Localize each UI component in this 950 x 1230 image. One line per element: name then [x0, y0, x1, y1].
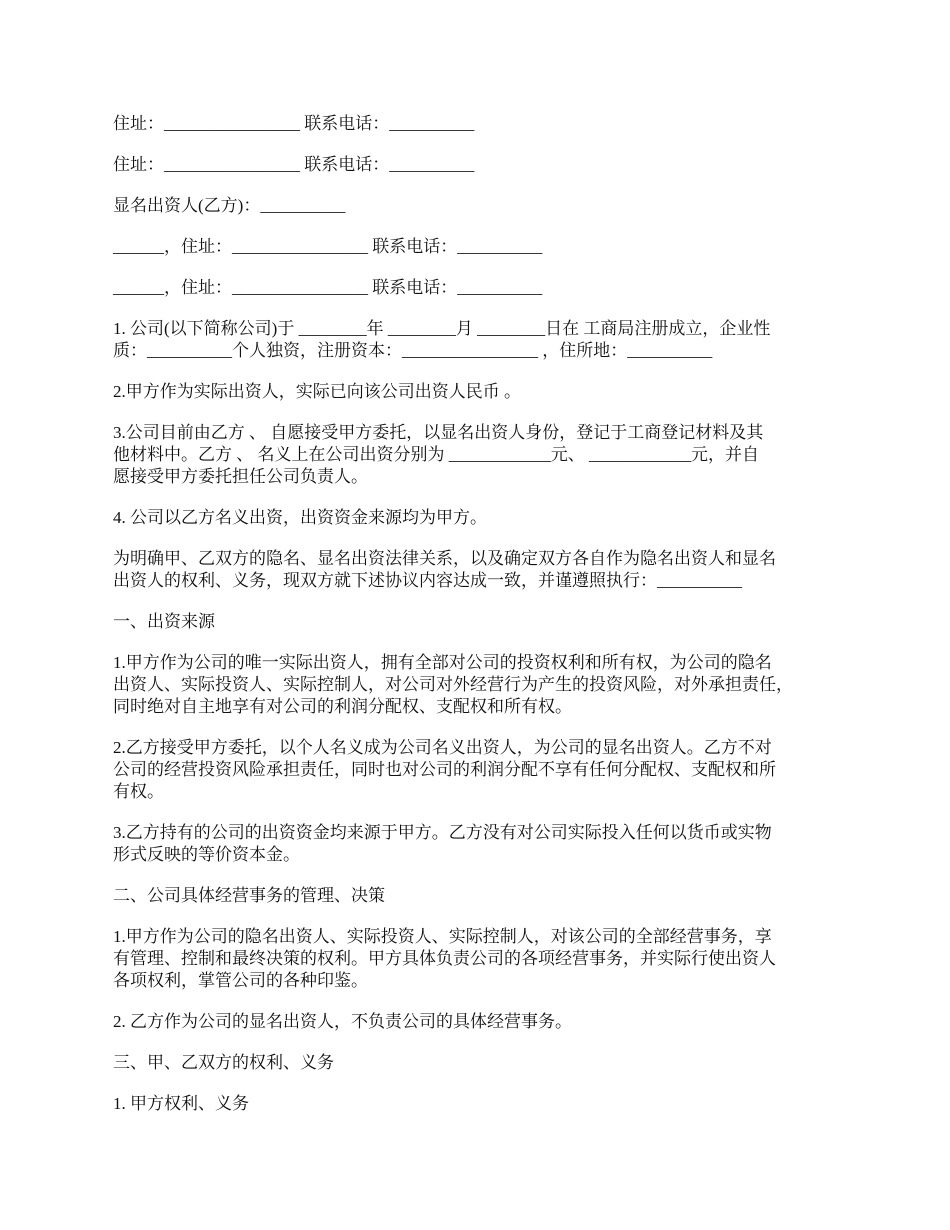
paragraph: [113, 1011, 853, 1033]
paragraph: [113, 318, 853, 362]
text-line: 1. 公司(以下简称公司)于 ________年 ________月 ________日在 工商局注册成立，企业性: [113, 319, 771, 338]
text-line: 愿接受甲方委托担任公司负责人。: [113, 467, 368, 486]
text-line: 2.乙方接受甲方委托，以个人名义成为公司名义出资人，为公司的显名出资人。乙方不对: [113, 738, 772, 757]
text-line: 2.甲方作为实际出资人，实际已向该公司出资人民币 。: [113, 382, 521, 401]
text-line: 他材料中。乙方 、 名义上在公司出资分别为 ____________元、 ____________元，并自: [113, 445, 759, 464]
text-line: ______，住址：________________ 联系电话：__________: [113, 278, 543, 297]
paragraph: [113, 507, 853, 529]
text-line: 三、甲、乙双方的权利、义务: [113, 1053, 334, 1072]
paragraph: [113, 195, 853, 217]
text-line: 2. 乙方作为公司的显名出资人，不负责公司的具体经营事务。: [113, 1012, 572, 1031]
paragraph: [113, 1052, 853, 1074]
text-line: 住址：________________ 联系电话：__________: [113, 155, 475, 174]
text-line: 1.甲方作为公司的唯一实际出资人，拥有全部对公司的投资权利和所有权，为公司的隐名: [113, 653, 772, 672]
text-line: 同时绝对自主地享有对公司的利润分配权、支配权和所有权。: [113, 697, 572, 716]
text-line: 4. 公司以乙方名义出资，出资资金来源均为甲方。: [113, 508, 487, 527]
text-line: 形式反映的等价资本金。: [113, 845, 300, 864]
paragraph: [113, 236, 853, 258]
paragraph: [113, 611, 853, 633]
text-line: 二、公司具体经营事务的管理、决策: [113, 886, 385, 905]
paragraph: [113, 926, 853, 992]
text-line: 有管理、控制和最终决策的权利。甲方具体负责公司的各项经营事务，并实际行使出资人: [113, 949, 776, 968]
text-line: 公司的经营投资风险承担责任，同时也对公司的利润分配不享有任何分配权、支配权和所: [113, 760, 776, 779]
paragraph: [113, 154, 853, 176]
paragraph: [113, 422, 853, 488]
document-page: [113, 113, 853, 1134]
text-line: 质：__________个人独资，注册资本：________________ ，住所地：__________: [113, 341, 713, 360]
paragraph: [113, 1093, 853, 1115]
paragraph: [113, 548, 853, 592]
text-line: 3.公司目前由乙方 、 自愿接受甲方委托，以显名出资人身份，登记于工商登记材料及其: [113, 423, 764, 442]
text-line: 住址：________________ 联系电话：__________: [113, 114, 475, 133]
paragraph: [113, 113, 853, 135]
paragraph: [113, 737, 853, 803]
text-line: 有权。: [113, 782, 164, 801]
text-line: 3.乙方持有的公司的出资资金均来源于甲方。乙方没有对公司实际投入任何以货币或实物: [113, 823, 772, 842]
paragraph: [113, 381, 853, 403]
text-line: 一、出资来源: [113, 612, 215, 631]
text-line: 1.甲方作为公司的隐名出资人、实际投资人、实际控制人，对该公司的全部经营事务，享: [113, 927, 772, 946]
text-line: 出资人、实际投资人、实际控制人，对公司对外经营行为产生的投资风险，对外承担责任，: [113, 675, 793, 694]
text-line: 显名出资人(乙方)：__________: [113, 196, 346, 215]
paragraph: [113, 822, 853, 866]
text-line: 出资人的权利、义务，现双方就下述协议内容达成一致，并谨遵照执行：__________: [113, 571, 742, 590]
text-line: 各项权利，掌管公司的各种印鉴。: [113, 971, 368, 990]
text-line: 1. 甲方权利、义务: [113, 1094, 249, 1113]
text-line: ______，住址：________________ 联系电话：__________: [113, 237, 543, 256]
paragraph: [113, 652, 853, 718]
paragraph: [113, 277, 853, 299]
text-line: 为明确甲、乙双方的隐名、显名出资法律关系，以及确定双方各自作为隐名出资人和显名: [113, 549, 776, 568]
paragraph: [113, 885, 853, 907]
